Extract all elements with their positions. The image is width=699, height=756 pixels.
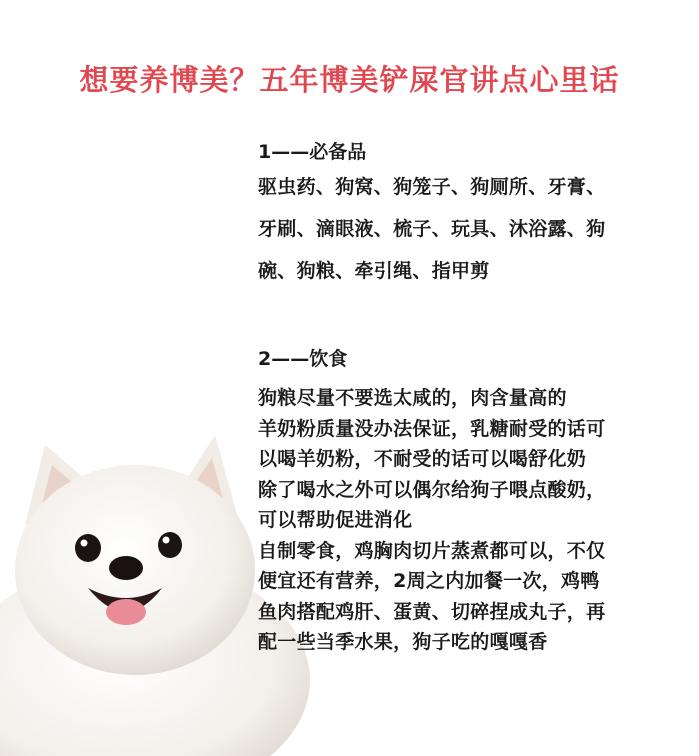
essentials-line: 碗、狗粮、牵引绳、指甲剪 bbox=[258, 260, 490, 282]
diet-line: 鱼肉搭配鸡肝、蛋黄、切碎捏成丸子，再 bbox=[258, 600, 606, 623]
essentials-line: 驱虫药、狗窝、狗笼子、狗厕所、牙膏、 bbox=[258, 176, 606, 198]
diet-line: 除了喝水之外可以偶尔给狗子喂点酸奶， bbox=[258, 478, 606, 501]
page-title: 想要养博美？五年博美铲屎官讲点心里话 bbox=[79, 63, 620, 97]
diet-section bbox=[258, 345, 698, 658]
diet-line: 配一些当季水果，狗子吃的嘎嘎香 bbox=[258, 631, 548, 653]
diet-line: 狗粮尽量不要选太咸的，肉含量高的 bbox=[258, 387, 567, 409]
section-heading-essentials: 1——必备品 bbox=[258, 141, 367, 163]
diet-line: 自制零食，鸡胸肉切片蒸煮都可以，不仅 bbox=[258, 539, 606, 562]
diet-line: 便宜还有营养，2周之内加餐一次，鸡鸭 bbox=[258, 570, 600, 592]
section-heading-diet: 2——饮食 bbox=[258, 348, 348, 370]
essentials-line: 牙刷、滴眼液、梳子、玩具、沐浴露、狗 bbox=[258, 218, 606, 240]
diet-line: 以喝羊奶粉，不耐受的话可以喝舒化奶 bbox=[258, 448, 587, 470]
essentials-section bbox=[258, 138, 698, 292]
diet-line: 可以帮助促进消化 bbox=[258, 509, 413, 531]
diet-line: 羊奶粉质量没办法保证，乳糖耐受的话可 bbox=[258, 417, 606, 440]
